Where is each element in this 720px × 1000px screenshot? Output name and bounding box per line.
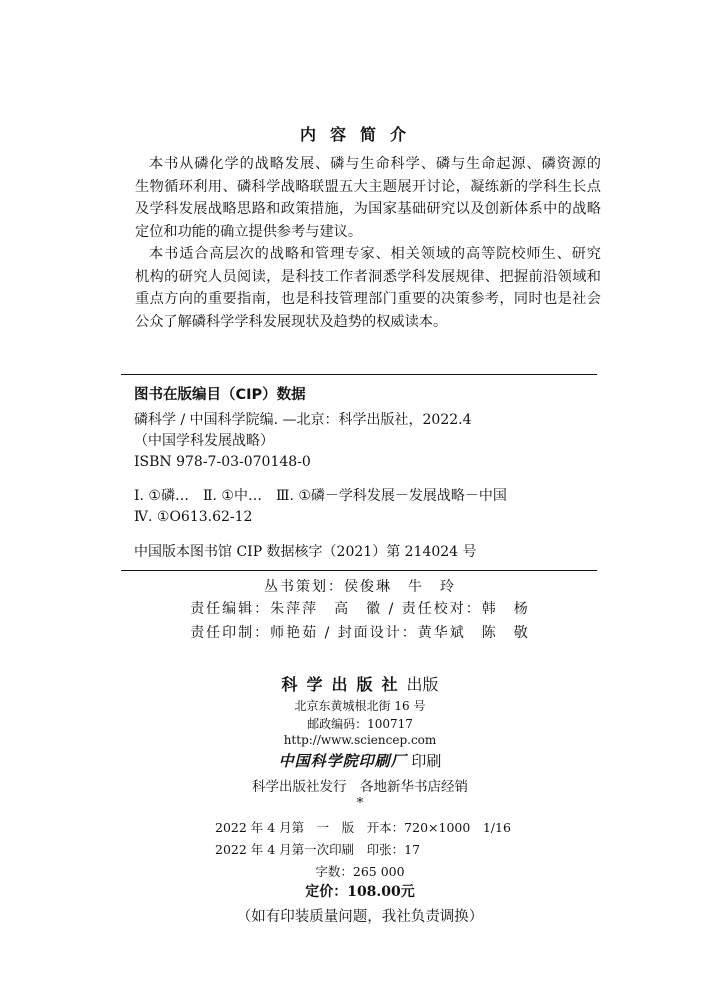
credit-series-planning: 丛书策划：侯俊琳 牛 玲 bbox=[264, 579, 456, 595]
summary-p2-line-4: 公众了解磷科学学科发展现状及趋势的权威读本。 bbox=[135, 313, 448, 330]
summary-p2-line-2: 机构的研究人员阅读，是科技工作者洞悉学科发展规律、把握前沿领域和 bbox=[135, 268, 601, 285]
word-count: 字数：265 000 bbox=[315, 864, 405, 879]
cip-classification-2: Ⅳ. ①O613.62-12 bbox=[134, 509, 253, 525]
publisher-postcode: 邮政编码：100717 bbox=[307, 717, 413, 731]
summary-paragraph-1 bbox=[135, 153, 601, 243]
cip-line-2: （中国学科发展战略） bbox=[134, 433, 274, 449]
cip-line-1: 磷科学 / 中国科学院编. —北京：科学出版社，2022.4 bbox=[134, 412, 472, 428]
summary-p1-line-4: 定位和功能的确立提供参考与建议。 bbox=[135, 223, 363, 240]
price-line bbox=[0, 881, 720, 901]
summary-p1-line-3: 及学科发展战略思路和政策措施，为国家基础研究以及创新体系中的战略 bbox=[135, 201, 601, 217]
summary-paragraph-2 bbox=[135, 243, 601, 333]
publisher-url: http://www.sciencep.com bbox=[283, 733, 437, 747]
distribution-line: 科学出版社发行 各地新华书店经销 bbox=[252, 779, 468, 795]
price-value: 108.00 bbox=[347, 884, 401, 900]
cip-bottom-rule bbox=[121, 570, 597, 571]
summary-title: 内容简介 bbox=[299, 125, 420, 144]
publisher-suffix: 出版 bbox=[406, 675, 439, 694]
cip-heading: 图书在版编目（CIP）数据 bbox=[134, 387, 306, 403]
edition-spec-line-2: 2022 年 4 月第一次印刷 印张：17 bbox=[215, 842, 421, 857]
summary-p2-line-3: 重点方向的重要指南，也是科技管理部门重要的决策参考，同时也是社会 bbox=[135, 291, 601, 307]
edition-spec-line-1: 2022 年 4 月第 一 版 开本：720×1000 1/16 bbox=[215, 820, 511, 835]
price-label: 定价： bbox=[305, 884, 348, 900]
printer-line bbox=[0, 750, 720, 771]
price-unit: 元 bbox=[400, 884, 415, 900]
credit-editors: 责任编辑：朱萍萍 高 徽 / 责任校对：韩 杨 bbox=[190, 601, 530, 617]
credit-printing-design: 责任印制：师艳茹 / 封面设计：黄华斌 陈 敬 bbox=[190, 625, 530, 641]
cip-catalog-number: 中国版本图书馆 CIP 数据核字（2021）第 214024 号 bbox=[134, 544, 477, 560]
cip-top-rule bbox=[121, 374, 597, 375]
summary-p1-line-2: 生物循环利用、磷科学战略联盟五大主题展开讨论，凝练新的学科生长点 bbox=[135, 178, 601, 195]
publisher-name: 科学出版社 bbox=[281, 675, 407, 694]
summary-p1-line-1: 本书从磷化学的战略发展、磷与生命科学、磷与生命起源、磷资源的 bbox=[149, 156, 601, 172]
separator-star: * bbox=[356, 796, 364, 811]
publisher-line bbox=[0, 672, 720, 695]
summary-p2-line-1: 本书适合高层次的战略和管理专家、相关领域的高等院校师生、研究 bbox=[149, 246, 601, 262]
printer-name: 中国科学院印刷厂 bbox=[278, 752, 407, 770]
quality-notice: （如有印装质量问题，我社负责调换） bbox=[236, 909, 484, 925]
cip-isbn: ISBN 978-7-03-070148-0 bbox=[134, 454, 311, 470]
publisher-address: 北京东黄城根北街 16 号 bbox=[294, 699, 426, 713]
printer-suffix: 印刷 bbox=[411, 752, 442, 770]
cip-classification-1: Ⅰ. ①磷… Ⅱ. ①中… Ⅲ. ①磷－学科发展－发展战略－中国 bbox=[134, 488, 507, 504]
